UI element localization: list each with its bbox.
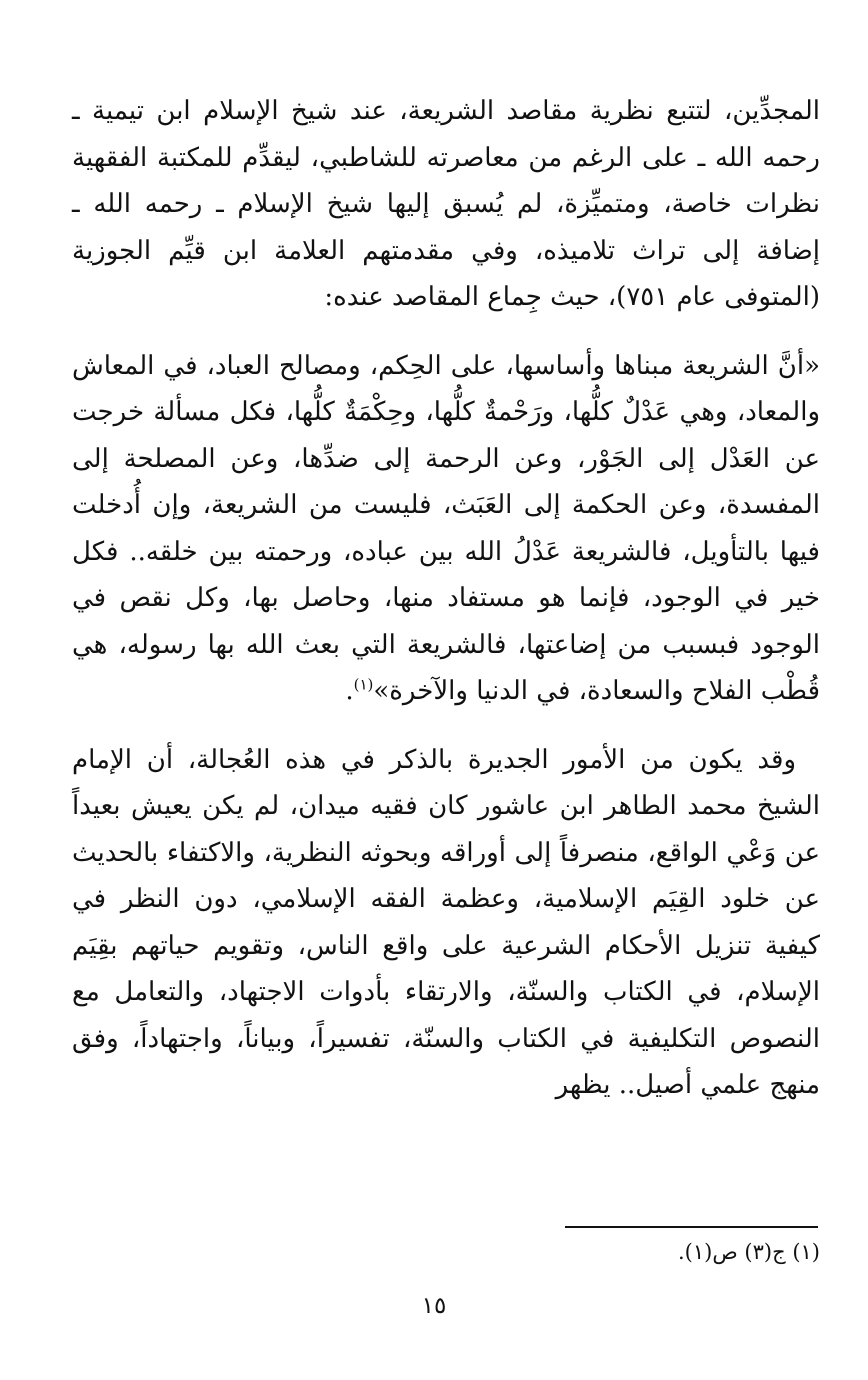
- page-number: ١٥: [421, 1293, 447, 1319]
- paragraph-1: المجدِّين، لتتبع نظرية مقاصد الشريعة، عند شيخ الإسلام ابن تيمية ـ رحمه الله ـ على الرغم من معاصرته للشاطبي، ليقدِّم للمكتبة الفقهية نظرات خاصة، ومتميِّزة، لم يُسبق إليها شيخ الإسلام ـ رحمه الله ـ إضافة إلى تراث تلاميذه، وفي مقدمتهم العلامة ابن قيِّم الجوزية (المتوفى عام ٧٥١)، حيث جِماع المقاصد عنده:: [72, 96, 820, 312]
- quote-text: «أنَّ الشريعة مبناها وأساسها، على الحِكم، ومصالح العباد، في المعاش والمعاد، وهي عَدْلٌ كلُّها، ورَحْمةٌ كلُّها، وحِكْمَةٌ كلُّها، فكل مسألة خرجت عن العَدْل إلى الجَوْر، وعن الرحمة إلى ضدِّها، وعن المصلحة إلى المفسدة، وعن الحكمة إلى العَبَث، فليست من الشريعة، وإن أُدخلت فيها بالتأويل، فالشريعة عَدْلُ الله بين عباده، ورحمته بين خلقه.. فكل خير في الوجود، فإنما هو مستفاد منها، وحاصل بها، وكل نقص في الوجود فبسبب من إضاعتها، فالشريعة التي بعث الله بها رسوله، هي قُطْب الفلاح والسعادة، في الدنيا والآخرة»: [72, 350, 820, 706]
- footnote-ref[interactable]: (١): [353, 675, 374, 694]
- paragraph-3: وقد يكون من الأمور الجديرة بالذكر في هذه العُجالة، أن الإمام الشيخ محمد الطاهر ابن عاشور كان فقيه ميدان، لم يكن يعيش بعيداً عن وَعْي الواقع، منصرفاً إلى أوراقه وبحوثه النظرية، والاكتفاء بالحديث عن خلود القِيَم الإسلامية، وعظمة الفقه الإسلامي، دون النظر في كيفية تنزيل الأحكام الشرعية على واقع الناس، وتقويم حياتهم بقِيَم الإسلام، في الكتاب والسنّة، والارتقاء بأدوات الاجتهاد، والتعامل مع النصوص التكليفية في الكتاب والسنّة، تفسيراً، وبياناً، واجتهاداً، وفق منهج علمي أصيل.. يظهر: [72, 744, 820, 1100]
- page-body: [72, 88, 820, 1109]
- quote-end-punct: .: [345, 676, 354, 706]
- footnote-divider: [565, 1226, 818, 1228]
- paragraph-2-quote: [72, 343, 820, 715]
- footnote: (١) ج(٣) ص(١).: [678, 1240, 820, 1264]
